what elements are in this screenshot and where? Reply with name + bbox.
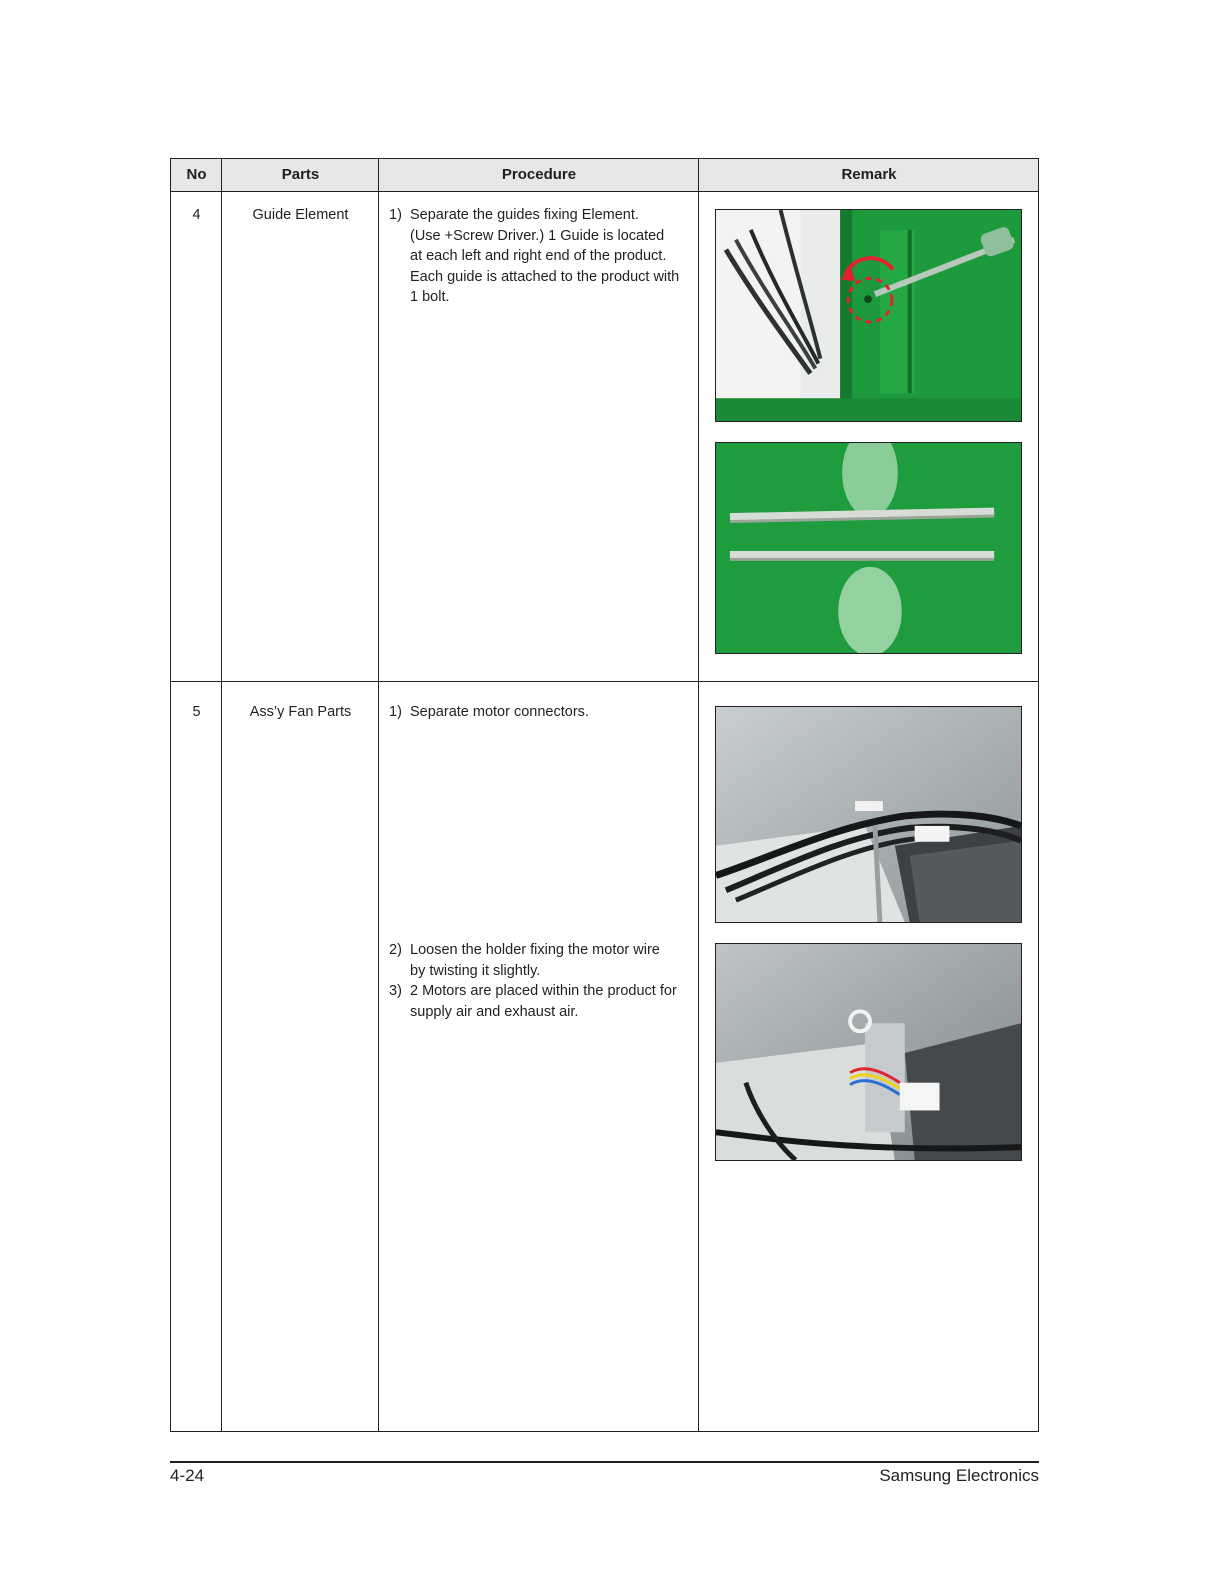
row-5-number: 5 — [192, 704, 201, 720]
header-parts: Parts — [281, 166, 320, 183]
row-5-step-3 — [389, 981, 694, 1022]
column-divider — [378, 159, 379, 1431]
footer-rule — [170, 1461, 1039, 1463]
row-4-step-1 — [389, 205, 694, 308]
step-number: 2) — [389, 942, 402, 958]
step-number: 1) — [389, 207, 402, 223]
step-text: Loosen the holder fixing the motor wire by twisting it slightly. — [410, 942, 660, 979]
row-4-part-name: Guide Element — [252, 207, 349, 223]
step-text: Separate the guides fixing Element. (Use +Screw Driver.) 1 Guide is located at each left and right end of the product. Each guide is attached to the product with 1 bolt. — [410, 207, 680, 305]
row-5-step-1 — [389, 702, 694, 723]
step-text: Separate motor connectors. — [410, 704, 589, 720]
step-number: 1) — [389, 704, 402, 720]
header-remark: Remark — [841, 166, 897, 183]
page-number: 4-24 — [170, 1466, 205, 1485]
row-4-number: 4 — [192, 207, 201, 223]
company-name: Samsung Electronics — [879, 1466, 1039, 1485]
column-divider — [698, 159, 699, 1431]
photo-screwdriver-on-guide-bolt — [715, 209, 1022, 422]
row-5-step-2 — [389, 940, 694, 981]
row-divider — [171, 681, 1038, 682]
photo-motor-wire-holder — [715, 943, 1022, 1161]
table-header-row — [171, 159, 1038, 192]
photo-motor-connector-wires — [715, 706, 1022, 923]
column-divider — [221, 159, 222, 1431]
disassembly-table — [170, 158, 1039, 1432]
header-no: No — [186, 166, 207, 183]
row-5-part-name: Ass’y Fan Parts — [249, 704, 352, 720]
step-number: 3) — [389, 983, 402, 999]
photo-removed-guide-rails — [715, 442, 1022, 654]
header-procedure: Procedure — [501, 166, 577, 183]
step-text: 2 Motors are placed within the product for supply air and exhaust air. — [410, 983, 677, 1020]
